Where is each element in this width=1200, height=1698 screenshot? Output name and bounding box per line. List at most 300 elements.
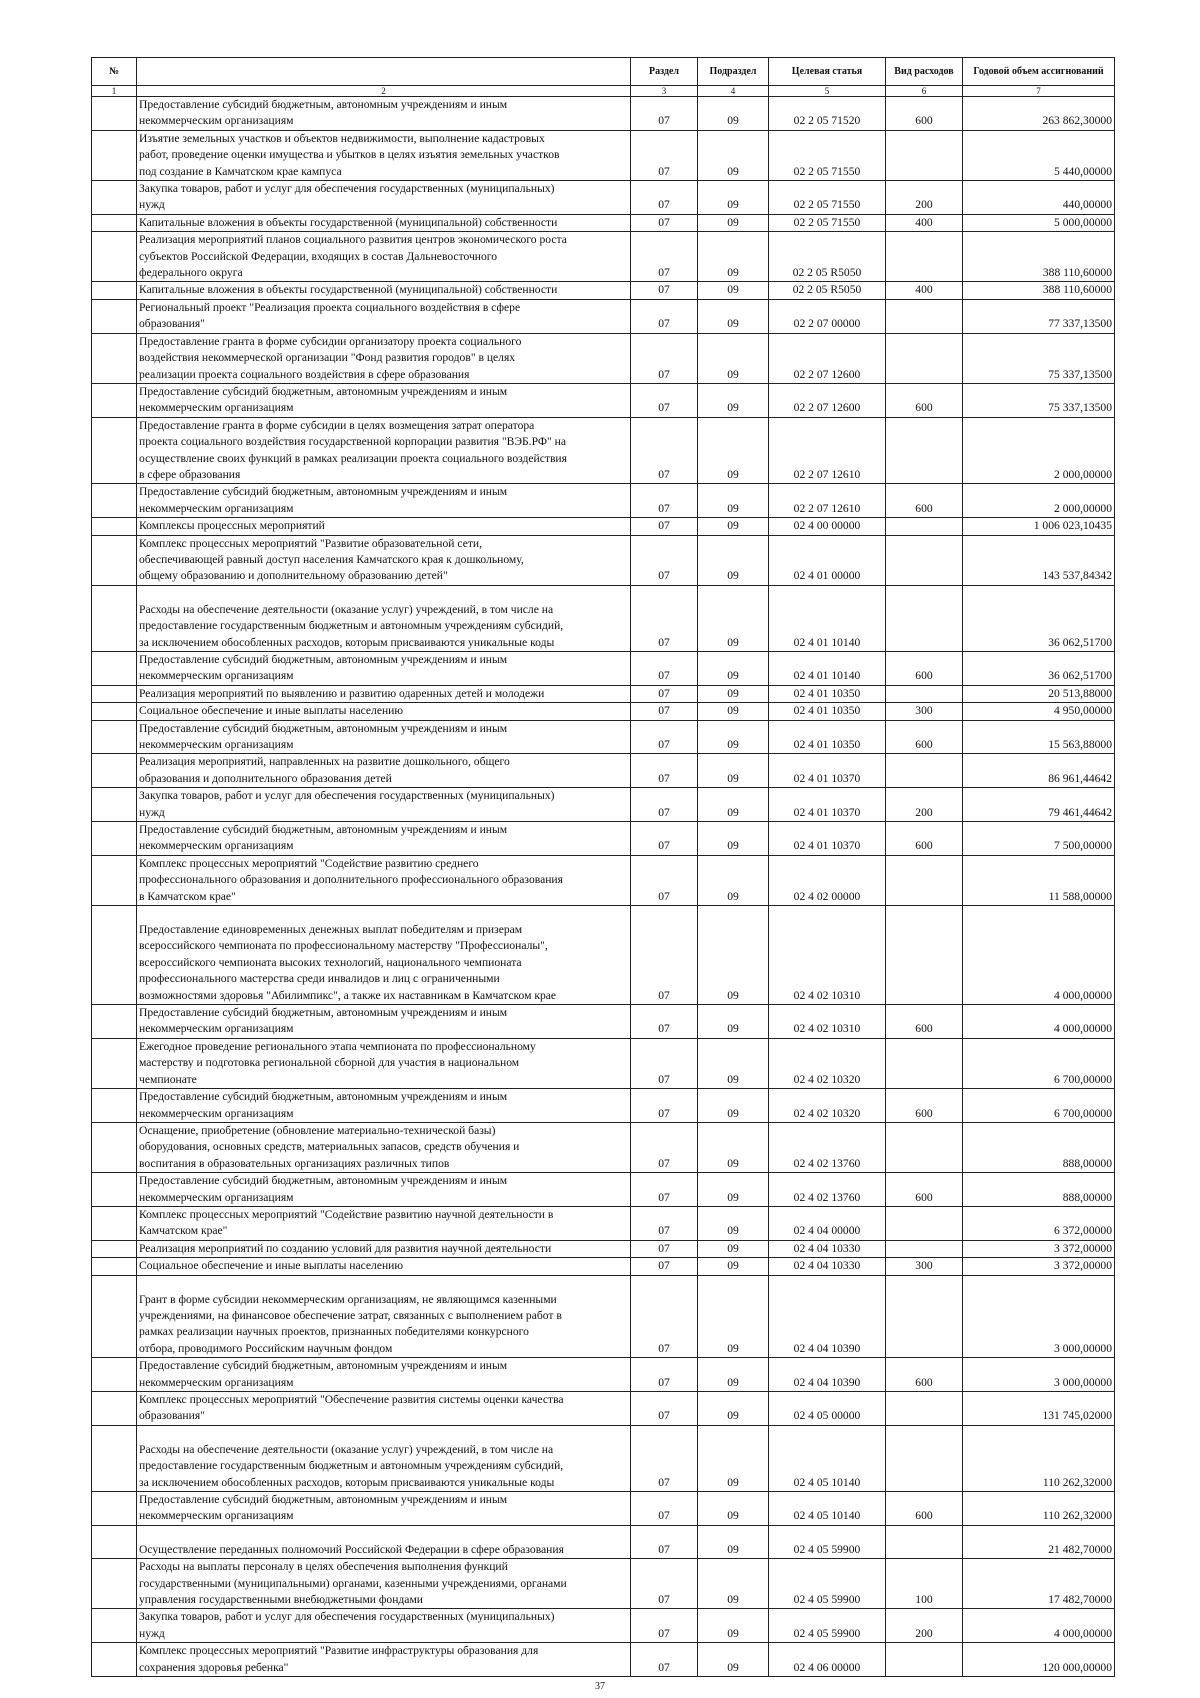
row-target-article-cell: 02 4 02 00000 <box>769 855 886 905</box>
row-number-cell <box>92 1005 137 1039</box>
row-expense-type-cell <box>886 232 963 282</box>
row-razdel-cell: 07 <box>631 1491 698 1525</box>
table-row <box>92 906 1115 1005</box>
row-podrazdel-cell: 09 <box>698 130 769 180</box>
row-name-cell: Региональный проект "Реализация проекта социального воздействия в сфере образования" <box>137 299 631 333</box>
table-row <box>92 383 1115 417</box>
table-row <box>92 855 1115 905</box>
row-amount-cell: 15 563,88000 <box>963 720 1115 754</box>
row-amount-cell: 440,00000 <box>963 181 1115 215</box>
row-expense-type-cell: 200 <box>886 181 963 215</box>
row-name-cell: Комплексы процессных мероприятий <box>137 518 631 535</box>
row-razdel-cell: 07 <box>631 1122 698 1172</box>
row-number-cell <box>92 1206 137 1240</box>
row-target-article-cell: 02 2 05 71550 <box>769 130 886 180</box>
row-name-cell: Предоставление субсидий бюджетным, автономным учреждениям и иным некоммерческим организациям <box>137 97 631 131</box>
row-amount-cell: 6 700,00000 <box>963 1089 1115 1123</box>
table-body <box>92 97 1115 1677</box>
row-number-cell <box>92 1240 137 1257</box>
row-name-cell: Изъятие земельных участков и объектов недвижимости, выполнение кадастровых работ, проведение оценки имущества и убытков в целях изъятия земельных участков под создание в Камчатском крае кампуса <box>137 130 631 180</box>
row-amount-cell: 36 062,51700 <box>963 651 1115 685</box>
row-amount-cell: 3 372,00000 <box>963 1258 1115 1275</box>
row-razdel-cell: 07 <box>631 651 698 685</box>
row-expense-type-cell: 600 <box>886 1491 963 1525</box>
row-number-cell <box>92 822 137 856</box>
row-expense-type-cell: 100 <box>886 1559 963 1609</box>
row-podrazdel-cell: 09 <box>698 1005 769 1039</box>
row-name-cell: Предоставление субсидий бюджетным, автономным учреждениям и иным некоммерческим организациям <box>137 383 631 417</box>
row-podrazdel-cell: 09 <box>698 1609 769 1643</box>
table-row <box>92 1425 1115 1491</box>
row-podrazdel-cell: 09 <box>698 518 769 535</box>
row-number-cell <box>92 417 137 484</box>
row-razdel-cell: 07 <box>631 1173 698 1207</box>
row-name-cell: Предоставление гранта в форме субсидии организатору проекта социального воздействия некоммерческой организации "Фонд развития городов" в целях реализации проекта социального воздействия в сфере образования <box>137 333 631 383</box>
row-target-article-cell: 02 2 05 71520 <box>769 97 886 131</box>
row-expense-type-cell <box>886 685 963 702</box>
row-amount-cell: 17 482,70000 <box>963 1559 1115 1609</box>
row-podrazdel-cell: 09 <box>698 1038 769 1088</box>
row-target-article-cell: 02 4 06 00000 <box>769 1643 886 1677</box>
row-amount-cell: 75 337,13500 <box>963 383 1115 417</box>
row-number-cell <box>92 720 137 754</box>
row-razdel-cell: 07 <box>631 1089 698 1123</box>
row-razdel-cell: 07 <box>631 1275 698 1358</box>
row-podrazdel-cell: 09 <box>698 703 769 720</box>
row-expense-type-cell: 600 <box>886 720 963 754</box>
row-podrazdel-cell: 09 <box>698 1358 769 1392</box>
table-row <box>92 1559 1115 1609</box>
row-number-cell <box>92 1609 137 1643</box>
row-podrazdel-cell: 09 <box>698 585 769 651</box>
row-amount-cell: 6 372,00000 <box>963 1206 1115 1240</box>
row-podrazdel-cell: 09 <box>698 685 769 702</box>
row-expense-type-cell: 600 <box>886 1358 963 1392</box>
row-amount-cell: 2 000,00000 <box>963 484 1115 518</box>
row-number-cell <box>92 1425 137 1491</box>
row-target-article-cell: 02 4 01 10140 <box>769 585 886 651</box>
table-row <box>92 535 1115 585</box>
row-name-cell: Социальное обеспечение и иные выплаты населению <box>137 703 631 720</box>
row-expense-type-cell: 400 <box>886 282 963 299</box>
row-target-article-cell: 02 4 01 10140 <box>769 651 886 685</box>
row-name-cell: Реализация мероприятий по созданию условий для развития научной деятельности <box>137 1240 631 1257</box>
row-number-cell <box>92 685 137 702</box>
row-expense-type-cell <box>886 1643 963 1677</box>
row-target-article-cell: 02 4 05 59900 <box>769 1559 886 1609</box>
row-name-cell: Предоставление субсидий бюджетным, автономным учреждениям и иным некоммерческим организациям <box>137 1173 631 1207</box>
row-razdel-cell: 07 <box>631 1643 698 1677</box>
row-podrazdel-cell: 09 <box>698 1258 769 1275</box>
row-podrazdel-cell: 09 <box>698 484 769 518</box>
row-razdel-cell: 07 <box>631 417 698 484</box>
row-razdel-cell: 07 <box>631 1559 698 1609</box>
table-row <box>92 1005 1115 1039</box>
row-podrazdel-cell: 09 <box>698 1391 769 1425</box>
row-target-article-cell: 02 4 04 10330 <box>769 1258 886 1275</box>
row-razdel-cell: 07 <box>631 1391 698 1425</box>
row-amount-cell: 4 950,00000 <box>963 703 1115 720</box>
table-row <box>92 417 1115 484</box>
row-razdel-cell: 07 <box>631 585 698 651</box>
row-name-cell: Расходы на выплаты персоналу в целях обеспечения выполнения функций государственными (муниципальными) органами, казенными учреждениями, органами управления государственными внебюджетными фондами <box>137 1559 631 1609</box>
row-number-cell <box>92 703 137 720</box>
row-razdel-cell: 07 <box>631 282 698 299</box>
table-row <box>92 299 1115 333</box>
row-expense-type-cell <box>886 585 963 651</box>
row-name-cell: Расходы на обеспечение деятельности (оказание услуг) учреждений, в том числе на предоставление государственным бюджетным и автономным учреждениям субсидий, за исключением обособленных расходов, которым присваиваются уникальные коды <box>137 585 631 651</box>
row-podrazdel-cell: 09 <box>698 1491 769 1525</box>
row-expense-type-cell <box>886 855 963 905</box>
row-target-article-cell: 02 4 01 00000 <box>769 535 886 585</box>
row-name-cell: Комплекс процессных мероприятий "Обеспечение развития системы оценки качества образования" <box>137 1391 631 1425</box>
table-row <box>92 754 1115 788</box>
table-row <box>92 130 1115 180</box>
row-name-cell: Капитальные вложения в объекты государственной (муниципальной) собственности <box>137 282 631 299</box>
row-amount-cell: 4 000,00000 <box>963 1005 1115 1039</box>
row-name-cell: Реализация мероприятий планов социального развития центров экономического роста субъектов Российской Федерации, входящих в состав Дальневосточного федерального округа <box>137 232 631 282</box>
row-amount-cell: 143 537,84342 <box>963 535 1115 585</box>
row-target-article-cell: 02 2 07 12610 <box>769 417 886 484</box>
row-number-cell <box>92 130 137 180</box>
row-amount-cell: 1 006 023,10435 <box>963 518 1115 535</box>
row-razdel-cell: 07 <box>631 232 698 282</box>
row-name-cell: Предоставление субсидий бюджетным, автономным учреждениям и иным некоммерческим организациям <box>137 1089 631 1123</box>
row-expense-type-cell <box>886 1275 963 1358</box>
row-amount-cell: 5 440,00000 <box>963 130 1115 180</box>
row-name-cell: Реализация мероприятий по выявлению и развитию одаренных детей и молодежи <box>137 685 631 702</box>
row-expense-type-cell: 600 <box>886 97 963 131</box>
row-target-article-cell: 02 2 05 R5050 <box>769 232 886 282</box>
row-podrazdel-cell: 09 <box>698 720 769 754</box>
row-number-cell <box>92 1525 137 1558</box>
row-razdel-cell: 07 <box>631 97 698 131</box>
row-expense-type-cell: 600 <box>886 383 963 417</box>
row-razdel-cell: 07 <box>631 1005 698 1039</box>
table-row <box>92 1391 1115 1425</box>
row-expense-type-cell <box>886 1425 963 1491</box>
row-amount-cell: 79 461,44642 <box>963 788 1115 822</box>
row-podrazdel-cell: 09 <box>698 651 769 685</box>
row-target-article-cell: 02 2 07 12600 <box>769 383 886 417</box>
row-expense-type-cell: 200 <box>886 1609 963 1643</box>
row-podrazdel-cell: 09 <box>698 1206 769 1240</box>
row-expense-type-cell <box>886 333 963 383</box>
header-razdel: Раздел <box>631 58 698 86</box>
row-number-cell <box>92 518 137 535</box>
table-row <box>92 720 1115 754</box>
row-razdel-cell: 07 <box>631 822 698 856</box>
row-number-cell <box>92 1358 137 1392</box>
row-target-article-cell: 02 2 05 71550 <box>769 181 886 215</box>
row-expense-type-cell <box>886 518 963 535</box>
row-podrazdel-cell: 09 <box>698 1122 769 1172</box>
row-razdel-cell: 07 <box>631 1358 698 1392</box>
row-expense-type-cell <box>886 1122 963 1172</box>
row-podrazdel-cell: 09 <box>698 383 769 417</box>
row-razdel-cell: 07 <box>631 333 698 383</box>
row-number-cell <box>92 1275 137 1358</box>
row-number-cell <box>92 1491 137 1525</box>
row-expense-type-cell: 400 <box>886 214 963 231</box>
column-number: 5 <box>769 86 886 97</box>
row-name-cell: Предоставление единовременных денежных выплат победителям и призерам всероссийского чемпионата по профессиональному мастерству "Профессионалы", всероссийского чемпионата высоких технологий, национального чемпионата профессионального мастерства среди инвалидов и лиц с ограниченными возможностями здоровья "Абилимпикс", а также их наставникам в Камчатском крае <box>137 906 631 1005</box>
column-number: 2 <box>137 86 631 97</box>
row-number-cell <box>92 535 137 585</box>
column-number: 4 <box>698 86 769 97</box>
row-expense-type-cell <box>886 754 963 788</box>
row-expense-type-cell <box>886 1525 963 1558</box>
row-expense-type-cell: 600 <box>886 651 963 685</box>
row-expense-type-cell <box>886 1240 963 1257</box>
table-row <box>92 1122 1115 1172</box>
row-podrazdel-cell: 09 <box>698 181 769 215</box>
row-number-cell <box>92 1089 137 1123</box>
row-target-article-cell: 02 4 01 10370 <box>769 754 886 788</box>
table-row <box>92 1643 1115 1677</box>
table-row <box>92 1173 1115 1207</box>
row-target-article-cell: 02 2 05 R5050 <box>769 282 886 299</box>
row-expense-type-cell: 200 <box>886 788 963 822</box>
row-razdel-cell: 07 <box>631 1525 698 1558</box>
row-amount-cell: 21 482,70000 <box>963 1525 1115 1558</box>
table-row <box>92 1206 1115 1240</box>
row-number-cell <box>92 214 137 231</box>
row-number-cell <box>92 1559 137 1609</box>
row-expense-type-cell: 600 <box>886 484 963 518</box>
row-number-cell <box>92 1391 137 1425</box>
row-number-cell <box>92 299 137 333</box>
row-target-article-cell: 02 4 01 10370 <box>769 822 886 856</box>
row-target-article-cell: 02 4 01 10350 <box>769 703 886 720</box>
table-row <box>92 333 1115 383</box>
column-number: 7 <box>963 86 1115 97</box>
row-amount-cell: 6 700,00000 <box>963 1038 1115 1088</box>
row-target-article-cell: 02 4 02 10320 <box>769 1038 886 1088</box>
row-razdel-cell: 07 <box>631 130 698 180</box>
row-target-article-cell: 02 4 04 10330 <box>769 1240 886 1257</box>
row-podrazdel-cell: 09 <box>698 299 769 333</box>
row-expense-type-cell <box>886 130 963 180</box>
table-row <box>92 1038 1115 1088</box>
row-podrazdel-cell: 09 <box>698 417 769 484</box>
row-target-article-cell: 02 4 02 10310 <box>769 1005 886 1039</box>
row-amount-cell: 263 862,30000 <box>963 97 1115 131</box>
row-name-cell: Предоставление субсидий бюджетным, автономным учреждениям и иным некоммерческим организациям <box>137 1005 631 1039</box>
table-row <box>92 822 1115 856</box>
row-expense-type-cell <box>886 906 963 1005</box>
row-name-cell: Комплекс процессных мероприятий "Развитие инфраструктуры образования для сохранения здоровья ребенка" <box>137 1643 631 1677</box>
row-number-cell <box>92 282 137 299</box>
row-expense-type-cell: 600 <box>886 1089 963 1123</box>
row-expense-type-cell: 600 <box>886 1005 963 1039</box>
budget-allocation-table <box>91 57 1115 1677</box>
row-podrazdel-cell: 09 <box>698 855 769 905</box>
row-target-article-cell: 02 4 05 59900 <box>769 1525 886 1558</box>
table-row <box>92 1275 1115 1358</box>
row-amount-cell: 3 000,00000 <box>963 1275 1115 1358</box>
table-row <box>92 1525 1115 1558</box>
header-name <box>137 58 631 86</box>
row-podrazdel-cell: 09 <box>698 822 769 856</box>
row-expense-type-cell <box>886 1038 963 1088</box>
row-razdel-cell: 07 <box>631 1038 698 1088</box>
row-podrazdel-cell: 09 <box>698 535 769 585</box>
row-amount-cell: 75 337,13500 <box>963 333 1115 383</box>
row-expense-type-cell <box>886 1206 963 1240</box>
header-target-article: Целевая статья <box>769 58 886 86</box>
row-expense-type-cell <box>886 535 963 585</box>
row-amount-cell: 888,00000 <box>963 1122 1115 1172</box>
row-razdel-cell: 07 <box>631 383 698 417</box>
row-expense-type-cell: 300 <box>886 703 963 720</box>
row-razdel-cell: 07 <box>631 214 698 231</box>
row-name-cell: Ежегодное проведение регионального этапа чемпионата по профессиональному мастерству и подготовка региональной сборной для участия в национальном чемпионате <box>137 1038 631 1088</box>
row-target-article-cell: 02 4 05 10140 <box>769 1491 886 1525</box>
row-target-article-cell: 02 4 04 10390 <box>769 1358 886 1392</box>
column-number: 3 <box>631 86 698 97</box>
row-amount-cell: 77 337,13500 <box>963 299 1115 333</box>
row-razdel-cell: 07 <box>631 720 698 754</box>
row-amount-cell: 86 961,44642 <box>963 754 1115 788</box>
row-number-cell <box>92 788 137 822</box>
table-row <box>92 788 1115 822</box>
row-amount-cell: 7 500,00000 <box>963 822 1115 856</box>
row-name-cell: Предоставление субсидий бюджетным, автономным учреждениям и иным некоммерческим организациям <box>137 1491 631 1525</box>
row-number-cell <box>92 585 137 651</box>
row-name-cell: Грант в форме субсидии некоммерческим организациям, не являющимся казенными учреждениями, на финансовое обеспечение затрат, связанных с выполнением работ в рамках реализации научных проектов, признанных победителями конкурсного отбора, проводимого Российским научным фондом <box>137 1275 631 1358</box>
row-target-article-cell: 02 2 05 71550 <box>769 214 886 231</box>
row-number-cell <box>92 181 137 215</box>
row-amount-cell: 20 513,88000 <box>963 685 1115 702</box>
row-podrazdel-cell: 09 <box>698 1425 769 1491</box>
row-razdel-cell: 07 <box>631 1258 698 1275</box>
row-razdel-cell: 07 <box>631 484 698 518</box>
table-row <box>92 181 1115 215</box>
row-podrazdel-cell: 09 <box>698 282 769 299</box>
column-number: 6 <box>886 86 963 97</box>
row-amount-cell: 3 372,00000 <box>963 1240 1115 1257</box>
row-target-article-cell: 02 2 07 12610 <box>769 484 886 518</box>
row-name-cell: Капитальные вложения в объекты государственной (муниципальной) собственности <box>137 214 631 231</box>
row-number-cell <box>92 754 137 788</box>
row-name-cell: Предоставление субсидий бюджетным, автономным учреждениям и иным некоммерческим организациям <box>137 822 631 856</box>
row-razdel-cell: 07 <box>631 754 698 788</box>
row-target-article-cell: 02 4 01 10350 <box>769 720 886 754</box>
row-target-article-cell: 02 2 07 00000 <box>769 299 886 333</box>
row-razdel-cell: 07 <box>631 535 698 585</box>
row-podrazdel-cell: 09 <box>698 1089 769 1123</box>
row-podrazdel-cell: 09 <box>698 906 769 1005</box>
table-row <box>92 214 1115 231</box>
row-amount-cell: 4 000,00000 <box>963 906 1115 1005</box>
row-podrazdel-cell: 09 <box>698 1643 769 1677</box>
column-number-row <box>92 86 1115 97</box>
row-expense-type-cell: 600 <box>886 822 963 856</box>
table-row <box>92 651 1115 685</box>
row-name-cell: Предоставление субсидий бюджетным, автономным учреждениям и иным некоммерческим организациям <box>137 720 631 754</box>
row-razdel-cell: 07 <box>631 906 698 1005</box>
table-row <box>92 232 1115 282</box>
row-name-cell: Закупка товаров, работ и услуг для обеспечения государственных (муниципальных) нужд <box>137 181 631 215</box>
row-number-cell <box>92 232 137 282</box>
row-podrazdel-cell: 09 <box>698 1173 769 1207</box>
row-razdel-cell: 07 <box>631 1425 698 1491</box>
header-expense-type: Вид расходов <box>886 58 963 86</box>
table-row <box>92 703 1115 720</box>
row-amount-cell: 11 588,00000 <box>963 855 1115 905</box>
table-row <box>92 282 1115 299</box>
row-podrazdel-cell: 09 <box>698 788 769 822</box>
row-razdel-cell: 07 <box>631 1206 698 1240</box>
row-name-cell: Реализация мероприятий, направленных на развитие дошкольного, общего образования и дополнительного образования детей <box>137 754 631 788</box>
row-target-article-cell: 02 4 05 00000 <box>769 1391 886 1425</box>
row-target-article-cell: 02 4 02 13760 <box>769 1173 886 1207</box>
row-number-cell <box>92 651 137 685</box>
row-name-cell: Предоставление субсидий бюджетным, автономным учреждениям и иным некоммерческим организациям <box>137 1358 631 1392</box>
header-annual-amount: Годовой объем ассигнований <box>963 58 1115 86</box>
table-row <box>92 1358 1115 1392</box>
row-name-cell: Комплекс процессных мероприятий "Содействие развитию среднего профессионального образования и дополнительного профессионального образования в Камчатском крае" <box>137 855 631 905</box>
table-row <box>92 1609 1115 1643</box>
row-number-cell <box>92 906 137 1005</box>
header-podrazdel: Подраздел <box>698 58 769 86</box>
row-target-article-cell: 02 4 00 00000 <box>769 518 886 535</box>
row-razdel-cell: 07 <box>631 788 698 822</box>
row-razdel-cell: 07 <box>631 685 698 702</box>
row-podrazdel-cell: 09 <box>698 97 769 131</box>
budget-table-sheet <box>91 57 1114 1677</box>
row-name-cell: Предоставление субсидий бюджетным, автономным учреждениям и иным некоммерческим организациям <box>137 651 631 685</box>
table-row <box>92 518 1115 535</box>
row-amount-cell: 388 110,60000 <box>963 282 1115 299</box>
row-number-cell <box>92 1122 137 1172</box>
row-expense-type-cell: 600 <box>886 1173 963 1207</box>
row-name-cell: Закупка товаров, работ и услуг для обеспечения государственных (муниципальных) нужд <box>137 788 631 822</box>
row-amount-cell: 888,00000 <box>963 1173 1115 1207</box>
table-row <box>92 685 1115 702</box>
table-row <box>92 585 1115 651</box>
row-expense-type-cell: 300 <box>886 1258 963 1275</box>
table-row <box>92 1491 1115 1525</box>
row-podrazdel-cell: 09 <box>698 333 769 383</box>
row-name-cell: Осуществление переданных полномочий Российской Федерации в сфере образования <box>137 1525 631 1558</box>
row-target-article-cell: 02 4 02 10320 <box>769 1089 886 1123</box>
row-target-article-cell: 02 4 05 10140 <box>769 1425 886 1491</box>
row-razdel-cell: 07 <box>631 855 698 905</box>
row-podrazdel-cell: 09 <box>698 1240 769 1257</box>
row-target-article-cell: 02 4 01 10350 <box>769 685 886 702</box>
row-podrazdel-cell: 09 <box>698 214 769 231</box>
row-target-article-cell: 02 4 05 59900 <box>769 1609 886 1643</box>
row-target-article-cell: 02 4 04 00000 <box>769 1206 886 1240</box>
row-amount-cell: 4 000,00000 <box>963 1609 1115 1643</box>
column-number: 1 <box>92 86 137 97</box>
row-podrazdel-cell: 09 <box>698 232 769 282</box>
header-number: № <box>92 58 137 86</box>
row-number-cell <box>92 1258 137 1275</box>
row-podrazdel-cell: 09 <box>698 754 769 788</box>
row-amount-cell: 36 062,51700 <box>963 585 1115 651</box>
table-header-row <box>92 58 1115 86</box>
row-podrazdel-cell: 09 <box>698 1275 769 1358</box>
row-name-cell: Закупка товаров, работ и услуг для обеспечения государственных (муниципальных) нужд <box>137 1609 631 1643</box>
row-target-article-cell: 02 2 07 12600 <box>769 333 886 383</box>
row-target-article-cell: 02 4 01 10370 <box>769 788 886 822</box>
row-number-cell <box>92 1173 137 1207</box>
row-amount-cell: 131 745,02000 <box>963 1391 1115 1425</box>
row-target-article-cell: 02 4 04 10390 <box>769 1275 886 1358</box>
